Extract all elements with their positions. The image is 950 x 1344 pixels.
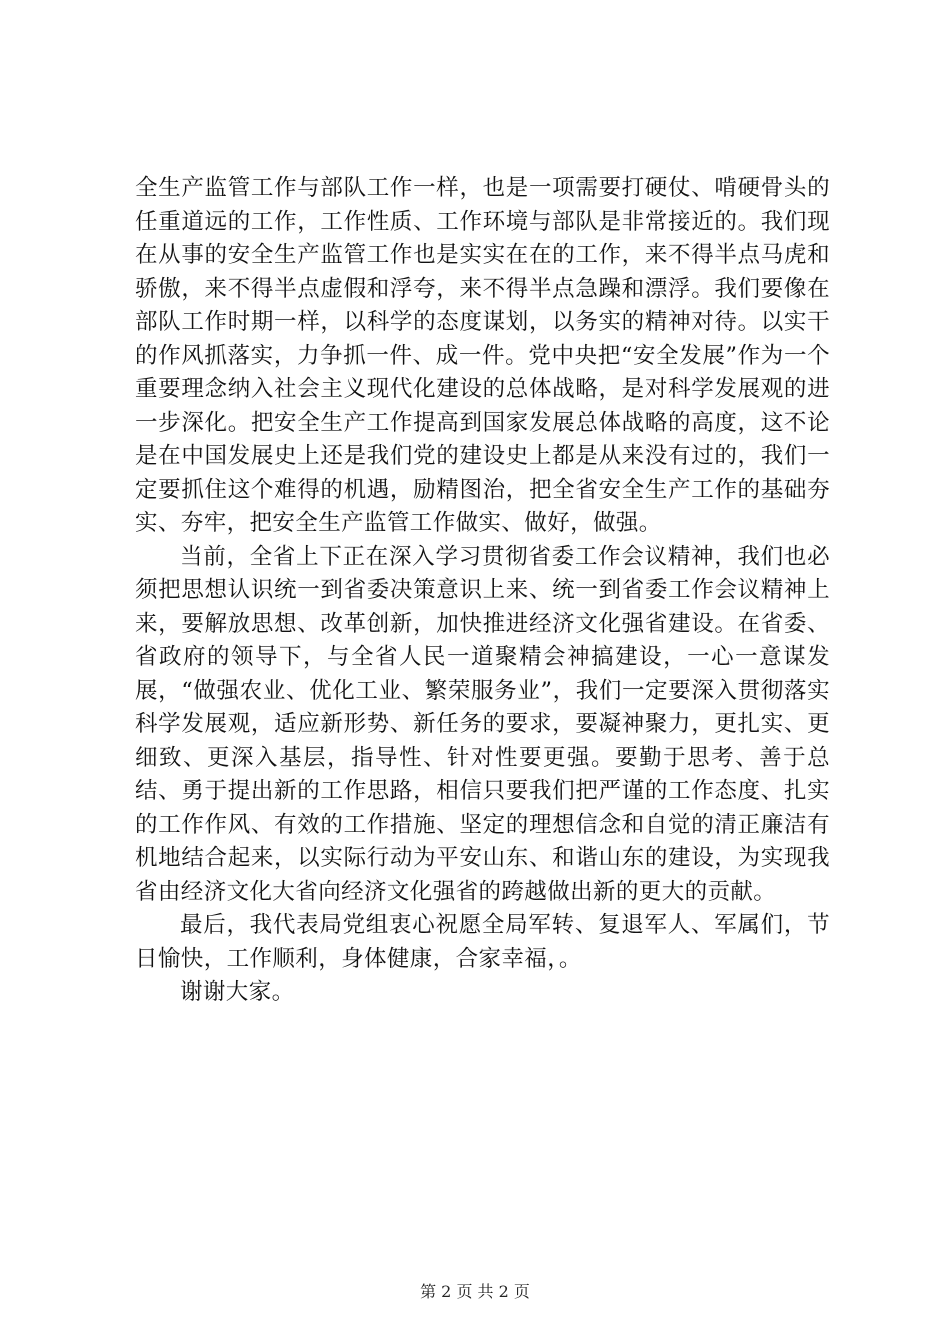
paragraph-thanks: 谢谢大家。 <box>180 979 295 1005</box>
paragraph-closing-wishes: 最后，我代表局党组衷心祝愿全局军转、复退军人、军属们，节日愉快，工作顺利，身体健康，合家幸福，。 <box>135 912 830 972</box>
paragraph-continued: 全生产监管工作与部队工作一样，也是一项需要打硬仗、啃硬骨头的任重道远的工作，工作性质、工作环境与部队是非常接近的。我们现在从事的安全生产监管工作也是实实在在的工作，来不得半点马虎和骄傲，来不得半点虚假和浮夸，来不得半点急躁和漂浮。我们要像在部队工作时期一样，以科学的态度谋划，以务实的精神对待。以实干的作风抓落实，力争抓一件、成一件。党中央把“安全发展”作为一个重要理念纳入社会主义现代化建设的总体战略，是对科学发展观的进一步深化。把安全生产工作提高到国家发展总体战略的高度，这不论是在中国发展史上还是我们党的建设史上都是从来没有过的，我们一定要抓住这个难得的机遇，励精图治，把全省安全生产工作的基础夯实、夯牢，把安全生产监管工作做实、做好，做强。 <box>135 175 830 536</box>
paragraph-current-situation: 当前，全省上下正在深入学习贯彻省委工作会议精神，我们也必须把思想认识统一到省委决策意识上来、统一到省委工作会议精神上来，要解放思想、改革创新，加快推进经济文化强省建设。在省委、省政府的领导下，与全省人民一道聚精会神搞建设，一心一意谋发展，“做强农业、优化工业、繁荣服务业”，我们一定要深入贯彻落实科学发展观，适应新形势、新任务的要求，要凝神聚力，更扎实、更细致、更深入基层，指导性、针对性要更强。要勤于思考、善于总结、勇于提出新的工作思路，相信只要我们把严谨的工作态度、扎实的工作作风、有效的工作措施、坚定的理想信念和自觉的清正廉洁有机地结合起来，以实际行动为平安山东、和谐山东的建设，为实现我省由经济文化大省向经济文化强省的跨越做出新的更大的贡献。 <box>135 543 830 905</box>
page-number-footer: 第 2 页 共 2 页 <box>420 1282 530 1301</box>
document-body <box>135 172 830 1010</box>
